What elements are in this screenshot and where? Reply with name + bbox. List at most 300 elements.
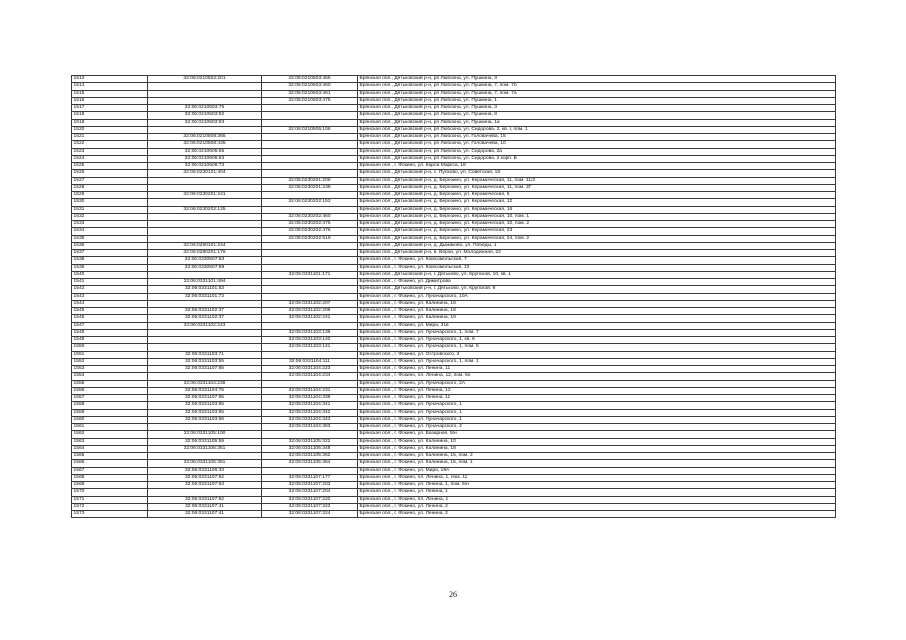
- cadastral-number-cell: 32:06:0210502:201: [148, 76, 262, 83]
- cadastral-number-cell: [148, 373, 262, 380]
- row-number-cell: 1520: [72, 126, 148, 133]
- table-row: [72, 445, 836, 452]
- address-cell: Брянская обл., г. Фокино, ул. Калинина, 18: [358, 445, 836, 452]
- address-cell: Брянская обл., Дятьковский р-н, рп Любохна, ул. Сидорова, 2 корп. Б: [358, 155, 836, 162]
- object-cadastral-number-cell: [262, 351, 358, 358]
- cadastral-number-cell: [148, 344, 262, 351]
- address-cell: Брянская обл., Дятьковский р-н, рп Любохна, ул. Пушкина, 1а: [358, 119, 836, 126]
- cadastral-number-cell: 32:06:0210503:92: [148, 112, 262, 119]
- table-row: [72, 380, 836, 387]
- address-cell: Брянская обл., г. Фокино, ул. Ленина, 11: [358, 366, 836, 373]
- row-number-cell: 1567: [72, 467, 148, 474]
- row-number-cell: 1526: [72, 170, 148, 177]
- object-cadastral-number-cell: [262, 293, 358, 300]
- cadastral-number-cell: [148, 453, 262, 460]
- table-row: [72, 373, 836, 380]
- row-number-cell: 1559: [72, 409, 148, 416]
- table-row: [72, 141, 836, 148]
- cadastral-number-cell: [148, 213, 262, 220]
- row-number-cell: 1566: [72, 460, 148, 467]
- row-number-cell: 1548: [72, 329, 148, 336]
- object-cadastral-number-cell: 32:06:0331102:208: [262, 308, 358, 315]
- row-number-cell: 1525: [72, 163, 148, 170]
- address-cell: Брянская обл., Дятьковский р-н, рп Любохна, ул. Пушкина, 8: [358, 112, 836, 119]
- table-row: [72, 308, 836, 315]
- object-cadastral-number-cell: 32:06:0331105:364: [262, 460, 358, 467]
- address-cell: Брянская обл., Дятьковский р-н, д. Березино, ул. Керамическая, 24, пом. 2: [358, 235, 836, 242]
- cadastral-number-cell: [148, 235, 262, 242]
- row-number-cell: 1544: [72, 300, 148, 307]
- object-cadastral-number-cell: 32:06:0331107:203: [262, 482, 358, 489]
- table-row: [72, 337, 836, 344]
- table-row: [72, 199, 836, 206]
- row-number-cell: 1571: [72, 496, 148, 503]
- address-cell: Брянская обл., г. Фокино, ул. Ленина, 1, пом. 5/н: [358, 482, 836, 489]
- row-number-cell: 1555: [72, 380, 148, 387]
- row-number-cell: 1524: [72, 155, 148, 162]
- row-number-cell: 1515: [72, 90, 148, 97]
- address-cell: Брянская обл., г. Фокино, ул. Ленина, 12: [358, 387, 836, 394]
- object-cadastral-number-cell: 32:06:0331104:223: [262, 366, 358, 373]
- object-cadastral-number-cell: [262, 431, 358, 438]
- row-number-cell: 1529: [72, 192, 148, 199]
- cadastral-number-cell: 32:06:0210508:365: [148, 134, 262, 141]
- cadastral-number-cell: [148, 271, 262, 278]
- address-cell: Брянская обл., г. Фокино, пл. Ленина, 1, пом. 11: [358, 474, 836, 481]
- address-cell: Брянская обл., г. Фокино, ул. Комсомольская, 10: [358, 264, 836, 271]
- address-cell: Брянская обл., г. Фокино, ул. Мира, 31в: [358, 322, 836, 329]
- cadastral-number-cell: 32:06:0331107:41: [148, 503, 262, 510]
- row-number-cell: 1561: [72, 424, 148, 431]
- row-number-cell: 1547: [72, 322, 148, 329]
- address-cell: Брянская обл., Дятьковский р-н, д. Березино, ул. Керамическая, 11, пом. 3Г: [358, 184, 836, 191]
- address-cell: Брянская обл., Дятьковский р-н, д. Дымаково, ул. Победы, 1: [358, 242, 836, 249]
- row-number-cell: 1549: [72, 337, 148, 344]
- table-row: [72, 424, 836, 431]
- object-cadastral-number-cell: 32:06:0331105:322: [262, 438, 358, 445]
- row-number-cell: 1545: [72, 308, 148, 315]
- address-cell: Брянская обл., г. Фокино, ул. Луначарского, 2А: [358, 380, 836, 387]
- table-row: [72, 322, 836, 329]
- row-number-cell: 1558: [72, 402, 148, 409]
- row-number-cell: 1534: [72, 228, 148, 235]
- row-number-cell: 1518: [72, 112, 148, 119]
- table-row: [72, 402, 836, 409]
- cadastral-number-cell: [148, 199, 262, 206]
- address-cell: Брянская обл., Дятьковский р-н, рп Любохна, ул. Пушкина, 3: [358, 105, 836, 112]
- table-row: [72, 467, 836, 474]
- address-cell: Брянская обл., г. Фокино, ул. Калинина, 18: [358, 308, 836, 315]
- object-cadastral-number-cell: 32:06:0331102:241: [262, 315, 358, 322]
- table-row: [72, 416, 836, 423]
- cadastral-number-cell: [148, 97, 262, 104]
- cadastral-number-cell: 32:06:0230101:404: [148, 170, 262, 177]
- object-cadastral-number-cell: [262, 264, 358, 271]
- cadastral-number-cell: 32:06:0230201:241: [148, 192, 262, 199]
- table-row: [72, 83, 836, 90]
- address-cell: Брянская обл., г. Фокино, пл. Ленина, 1: [358, 496, 836, 503]
- table-row: [72, 344, 836, 351]
- cadastral-number-cell: 32:06:0331104:238: [148, 380, 262, 387]
- row-number-cell: 1517: [72, 105, 148, 112]
- row-number-cell: 1533: [72, 221, 148, 228]
- address-cell: Брянская обл., г. Фокино, ул. Калинина, 15, пом. 2: [358, 453, 836, 460]
- object-cadastral-number-cell: [262, 105, 358, 112]
- table-row: [72, 126, 836, 133]
- address-cell: Брянская обл., Дятьковский р-н, г. Дятьково, ул. Крупской, 8: [358, 286, 836, 293]
- table-row: [72, 112, 836, 119]
- cadastral-number-cell: 32:06:0330507:89: [148, 264, 262, 271]
- object-cadastral-number-cell: [262, 163, 358, 170]
- address-cell: Брянская обл., г. Фокино, ул. Луначарского, 1, пом. 5: [358, 344, 836, 351]
- object-cadastral-number-cell: [262, 242, 358, 249]
- cadastral-number-cell: [148, 184, 262, 191]
- row-number-cell: 1519: [72, 119, 148, 126]
- row-number-cell: 1572: [72, 503, 148, 510]
- table-body: [72, 76, 836, 518]
- object-cadastral-number-cell: 32:06:0210503:460: [262, 83, 358, 90]
- object-cadastral-number-cell: 32:06:0331103:140: [262, 337, 358, 344]
- object-cadastral-number-cell: 32:06:0230202:152: [262, 199, 358, 206]
- address-cell: Брянская обл., г. Фокино, ул. Карла Маркса, 18: [358, 163, 836, 170]
- table-row: [72, 119, 836, 126]
- row-number-cell: 1557: [72, 395, 148, 402]
- cadastral-number-cell: 32:06:0331107:62: [148, 496, 262, 503]
- object-cadastral-number-cell: 32:06:0331104:343: [262, 416, 358, 423]
- table-row: [72, 358, 836, 365]
- address-cell: Брянская обл., г. Фокино, ул. Луначарского, 2: [358, 424, 836, 431]
- table-row: [72, 105, 836, 112]
- address-cell: Брянская обл., г. Фокино, ул. Базарная, 5/н: [358, 431, 836, 438]
- object-cadastral-number-cell: [262, 112, 358, 119]
- object-cadastral-number-cell: [262, 170, 358, 177]
- table-row: [72, 279, 836, 286]
- cadastral-number-cell: 32:06:0331104:76: [148, 387, 262, 394]
- address-cell: Брянская обл., Дятьковский р-н, рп Любохна, ул. Пушкина, 3: [358, 76, 836, 83]
- table-row: [72, 293, 836, 300]
- row-number-cell: 1513: [72, 76, 148, 83]
- row-number-cell: 1552: [72, 358, 148, 365]
- property-register-table: [71, 75, 836, 518]
- address-cell: Брянская обл., г. Фокино, ул. Ленина, 2: [358, 511, 836, 518]
- table-row: [72, 264, 836, 271]
- object-cadastral-number-cell: 32:06:0230202:519: [262, 235, 358, 242]
- table-row: [72, 235, 836, 242]
- row-number-cell: 1550: [72, 344, 148, 351]
- row-number-cell: 1540: [72, 271, 148, 278]
- row-number-cell: 1551: [72, 351, 148, 358]
- object-cadastral-number-cell: [262, 322, 358, 329]
- cadastral-number-cell: 32:06:0331103:55: [148, 358, 262, 365]
- address-cell: Брянская обл., Дятьковский р-н, д. Березино, ул. Керамическая, 23: [358, 228, 836, 235]
- table-row: [72, 431, 836, 438]
- address-cell: Брянская обл., г. Фокино, ул. Ленина, 1: [358, 489, 836, 496]
- cadastral-number-cell: 32:06:0331103:55: [148, 409, 262, 416]
- cadastral-number-cell: 32:06:0331107:62: [148, 474, 262, 481]
- cadastral-number-cell: [148, 83, 262, 90]
- cadastral-number-cell: [148, 424, 262, 431]
- object-cadastral-number-cell: [262, 286, 358, 293]
- cadastral-number-cell: 32:06:0331105:59: [148, 438, 262, 445]
- address-cell: Брянская обл., г. Фокино, ул. Калинина, 18: [358, 300, 836, 307]
- cadastral-number-cell: 32:06:0331102:37: [148, 308, 262, 315]
- table-row: [72, 184, 836, 191]
- table-row: [72, 300, 836, 307]
- table-row: [72, 453, 836, 460]
- row-number-cell: 1560: [72, 416, 148, 423]
- table-row: [72, 271, 836, 278]
- cadastral-number-cell: 32:06:0331102:243: [148, 322, 262, 329]
- address-cell: Брянская обл., г. Фокино, ул. Луначарского, 1: [358, 416, 836, 423]
- row-number-cell: 1573: [72, 511, 148, 518]
- object-cadastral-number-cell: [262, 467, 358, 474]
- object-cadastral-number-cell: [262, 141, 358, 148]
- table-row: [72, 76, 836, 83]
- object-cadastral-number-cell: 32:06:0331104:341: [262, 402, 358, 409]
- address-cell: Брянская обл., Дятьковский р-н, с. Пупково, ул. Советская, 18: [358, 170, 836, 177]
- cadastral-number-cell: [148, 228, 262, 235]
- cadastral-number-cell: 32:06:0331106:33: [148, 467, 262, 474]
- object-cadastral-number-cell: 32:06:0230202:460: [262, 213, 358, 220]
- cadastral-number-cell: 32:06:0210608:73: [148, 163, 262, 170]
- cadastral-number-cell: 32:06:0331101:494: [148, 279, 262, 286]
- object-cadastral-number-cell: [262, 257, 358, 264]
- object-cadastral-number-cell: 32:06:0331105:348: [262, 445, 358, 452]
- cadastral-number-cell: [148, 126, 262, 133]
- row-number-cell: 1523: [72, 148, 148, 155]
- row-number-cell: 1569: [72, 482, 148, 489]
- address-cell: Брянская обл., г. Фокино, ул. Калинина, 10: [358, 438, 836, 445]
- object-cadastral-number-cell: 32:06:0230201:208: [262, 177, 358, 184]
- address-cell: Брянская обл., г. Фокино, ул. Луначарского, 1, кв. 6: [358, 337, 836, 344]
- object-cadastral-number-cell: [262, 380, 358, 387]
- object-cadastral-number-cell: 32:06:0331107:177: [262, 474, 358, 481]
- cadastral-number-cell: 32:06:0210503:75: [148, 105, 262, 112]
- cadastral-number-cell: 32:06:0210605:65: [148, 148, 262, 155]
- cadastral-number-cell: 32:06:0260101:244: [148, 242, 262, 249]
- cadastral-number-cell: 32:06:0210606:63: [148, 155, 262, 162]
- row-number-cell: 1532: [72, 213, 148, 220]
- cadastral-number-cell: 32:06:0330507:83: [148, 257, 262, 264]
- table-row: [72, 148, 836, 155]
- address-cell: Брянская обл., Дятьковский р-н, в. Верхи, ул. Молодежная, 22: [358, 250, 836, 257]
- address-cell: Брянская обл., г. Фокино, ул. Мира, 19А: [358, 467, 836, 474]
- row-number-cell: 1541: [72, 279, 148, 286]
- table-row: [72, 97, 836, 104]
- object-cadastral-number-cell: 32:06:0210503:461: [262, 90, 358, 97]
- cadastral-number-cell: 32:06:0331105:351: [148, 460, 262, 467]
- row-number-cell: 1556: [72, 387, 148, 394]
- cadastral-number-cell: 32:06:0331107:41: [148, 511, 262, 518]
- row-number-cell: 1563: [72, 438, 148, 445]
- row-number-cell: 1516: [72, 97, 148, 104]
- address-cell: Брянская обл., Дятьковский р-н, рп Любохна, ул. Пушкина, 7, пом. 7а: [358, 90, 836, 97]
- address-cell: Брянская обл., г. Фокино, ул. Луначарского, 1, пом. 7: [358, 329, 836, 336]
- cadastral-number-cell: [148, 329, 262, 336]
- address-cell: Брянская обл., Дятьковский р-н, д. Березино, ул. Керамическая, 10, пом. 2: [358, 221, 836, 228]
- object-cadastral-number-cell: 32:06:0331103:139: [262, 329, 358, 336]
- address-cell: Брянская обл., Дятьковский р-н, рп Любохна, ул. Головачева, 15: [358, 134, 836, 141]
- table-row: [72, 213, 836, 220]
- table-row: [72, 257, 836, 264]
- cadastral-number-cell: [148, 337, 262, 344]
- table-row: [72, 315, 836, 322]
- object-cadastral-number-cell: [262, 119, 358, 126]
- object-cadastral-number-cell: 32:06:0210505:106: [262, 126, 358, 133]
- address-cell: Брянская обл., Дятьковский р-н, рп Любохна, ул. Пушкина, 1: [358, 97, 836, 104]
- object-cadastral-number-cell: [262, 279, 358, 286]
- address-cell: Брянская обл., Дятьковский р-н, д. Березино, ул. Керамическая, 11, пом. 11/2: [358, 177, 836, 184]
- table-row: [72, 228, 836, 235]
- address-cell: Брянская обл., Дятьковский р-н, рп Любохна, ул. Головачева, 10: [358, 141, 836, 148]
- address-cell: Брянская обл., г. Фокино, ул. Луначарского, 10А: [358, 293, 836, 300]
- address-cell: Брянская обл., Дятьковский р-н, д. Березино, ул. Керамическая, 10, пом. 1: [358, 213, 836, 220]
- object-cadastral-number-cell: 32:06:0230201:238: [262, 184, 358, 191]
- table-row: [72, 170, 836, 177]
- object-cadastral-number-cell: 32:06:0331107:323: [262, 503, 358, 510]
- object-cadastral-number-cell: 32:06:0230202:475: [262, 221, 358, 228]
- object-cadastral-number-cell: 32:06:0331104:234: [262, 373, 358, 380]
- cadastral-number-cell: 32:06:0331107:65: [148, 366, 262, 373]
- row-number-cell: 1530: [72, 199, 148, 206]
- object-cadastral-number-cell: 32:06:0331102:207: [262, 300, 358, 307]
- row-number-cell: 1568: [72, 474, 148, 481]
- cadastral-number-cell: 32:06:0331103:55: [148, 416, 262, 423]
- address-cell: Брянская обл., Дятьковский р-н, рп Любохна, ул. Сидорова, 2а: [358, 148, 836, 155]
- cadastral-number-cell: [148, 221, 262, 228]
- table-row: [72, 163, 836, 170]
- table-row: [72, 395, 836, 402]
- row-number-cell: 1542: [72, 286, 148, 293]
- address-cell: Брянская обл., Дятьковский р-н, рп Любохна, ул. Сидорова, 2, кв. I, пом. 1: [358, 126, 836, 133]
- address-cell: Брянская обл., г. Фокино, ул. Луначарского, 1: [358, 402, 836, 409]
- address-cell: Брянская обл., г. Фокино, ул. Луначарского, 1, пом. 1: [358, 358, 836, 365]
- cadastral-number-cell: 32:06:0331101:53: [148, 286, 262, 293]
- object-cadastral-number-cell: [262, 206, 358, 213]
- cadastral-number-cell: 32:06:0210508:435: [148, 141, 262, 148]
- address-cell: Брянская обл., г. Фокино, ул. Калинина, 15, пом. 1: [358, 460, 836, 467]
- address-cell: Брянская обл., г. Фокино, ул. Калинина, 18: [358, 315, 836, 322]
- row-number-cell: 1553: [72, 366, 148, 373]
- row-number-cell: 1564: [72, 445, 148, 452]
- table-row: [72, 387, 836, 394]
- row-number-cell: 1527: [72, 177, 148, 184]
- cadastral-number-cell: 32:06:0331103:71: [148, 351, 262, 358]
- object-cadastral-number-cell: 32:06:0210503:475: [262, 97, 358, 104]
- object-cadastral-number-cell: 32:06:0210503:455: [262, 76, 358, 83]
- cadastral-number-cell: [148, 300, 262, 307]
- object-cadastral-number-cell: [262, 155, 358, 162]
- row-number-cell: 1522: [72, 141, 148, 148]
- object-cadastral-number-cell: 32:06:0331104:231: [262, 387, 358, 394]
- table-row: [72, 192, 836, 199]
- table-row: [72, 177, 836, 184]
- address-cell: Брянская обл., г. Фокино, ул. Комсомольская, 7: [358, 257, 836, 264]
- table-row: [72, 474, 836, 481]
- object-cadastral-number-cell: 32:06:0331107:324: [262, 511, 358, 518]
- cadastral-number-cell: 32:06:0331102:37: [148, 315, 262, 322]
- row-number-cell: 1562: [72, 431, 148, 438]
- table-row: [72, 90, 836, 97]
- table-row: [72, 250, 836, 257]
- table-row: [72, 329, 836, 336]
- row-number-cell: 1528: [72, 184, 148, 191]
- object-cadastral-number-cell: [262, 192, 358, 199]
- row-number-cell: 1554: [72, 373, 148, 380]
- table-row: [72, 482, 836, 489]
- table-row: [72, 496, 836, 503]
- address-cell: Брянская обл., Дятьковский р-н, д. Березино, ул. Керамическая, 16: [358, 206, 836, 213]
- cadastral-number-cell: 32:06:0230202:135: [148, 206, 262, 213]
- object-cadastral-number-cell: 32:06:0331101:171: [262, 271, 358, 278]
- address-cell: Брянская обл., Дятьковский р-н, г. Дятьково, ул. Крупской, 10, кв. 1: [358, 271, 836, 278]
- row-number-cell: 1514: [72, 83, 148, 90]
- row-number-cell: 1536: [72, 242, 148, 249]
- cadastral-number-cell: 32:06:0331107:63: [148, 482, 262, 489]
- table-row: [72, 366, 836, 373]
- object-cadastral-number-cell: 32:06:0230202:476: [262, 228, 358, 235]
- object-cadastral-number-cell: 32:06:0331105:362: [262, 453, 358, 460]
- row-number-cell: 1538: [72, 257, 148, 264]
- object-cadastral-number-cell: [262, 250, 358, 257]
- table-row: [72, 409, 836, 416]
- table-row: [72, 155, 836, 162]
- cadastral-number-cell: 32:06:0331105:351: [148, 445, 262, 452]
- table-row: [72, 286, 836, 293]
- row-number-cell: 1531: [72, 206, 148, 213]
- table-row: [72, 351, 836, 358]
- address-cell: Брянская обл., г. Фокино, ул. Димитрова: [358, 279, 836, 286]
- address-cell: Брянская обл., г. Фокино, ул. Ленина, 2: [358, 503, 836, 510]
- address-cell: Брянская обл., Дятьковский р-н, д. Березино, ул. Керамическая, 12: [358, 199, 836, 206]
- table-row: [72, 460, 836, 467]
- object-cadastral-number-cell: [262, 134, 358, 141]
- row-number-cell: 1521: [72, 134, 148, 141]
- row-number-cell: 1543: [72, 293, 148, 300]
- object-cadastral-number-cell: [262, 148, 358, 155]
- cadastral-number-cell: 32:06:0331107:65: [148, 395, 262, 402]
- table-row: [72, 221, 836, 228]
- table-row: [72, 242, 836, 249]
- address-cell: Брянская обл., Дятьковский р-н, д. Березино, ул. Керамическая, 5: [358, 192, 836, 199]
- object-cadastral-number-cell: 32:06:0331104:339: [262, 395, 358, 402]
- cadastral-number-cell: 32:06:0331105:100: [148, 431, 262, 438]
- object-cadastral-number-cell: 32:06:0331107:220: [262, 496, 358, 503]
- object-cadastral-number-cell: 32:06:0331104:363: [262, 424, 358, 431]
- row-number-cell: 1546: [72, 315, 148, 322]
- cadastral-number-cell: [148, 489, 262, 496]
- address-cell: Брянская обл., Дятьковский р-н, рп Любохна, ул. Пушкина, 7, пом. 7б: [358, 83, 836, 90]
- cadastral-number-cell: [148, 90, 262, 97]
- cadastral-number-cell: [148, 177, 262, 184]
- table-row: [72, 134, 836, 141]
- cadastral-number-cell: 32:06:0280201:176: [148, 250, 262, 257]
- row-number-cell: 1539: [72, 264, 148, 271]
- object-cadastral-number-cell: 32:06:0331104:111: [262, 358, 358, 365]
- row-number-cell: 1535: [72, 235, 148, 242]
- row-number-cell: 1537: [72, 250, 148, 257]
- cadastral-number-cell: 32:06:0331103:55: [148, 402, 262, 409]
- address-cell: Брянская обл., г. Фокино, ул. Островского, 3: [358, 351, 836, 358]
- address-cell: Брянская обл., г. Фокино, пл. Ленина, 12, пом. 5н: [358, 373, 836, 380]
- row-number-cell: 1565: [72, 453, 148, 460]
- object-cadastral-number-cell: 32:06:0331107:204: [262, 489, 358, 496]
- address-cell: Брянская обл., г. Фокино, ул. Луначарского, 1: [358, 409, 836, 416]
- table-row: [72, 489, 836, 496]
- table-row: [72, 438, 836, 445]
- address-cell: Брянская обл., г. Фокино, ул. Ленина, 11: [358, 395, 836, 402]
- row-number-cell: 1570: [72, 489, 148, 496]
